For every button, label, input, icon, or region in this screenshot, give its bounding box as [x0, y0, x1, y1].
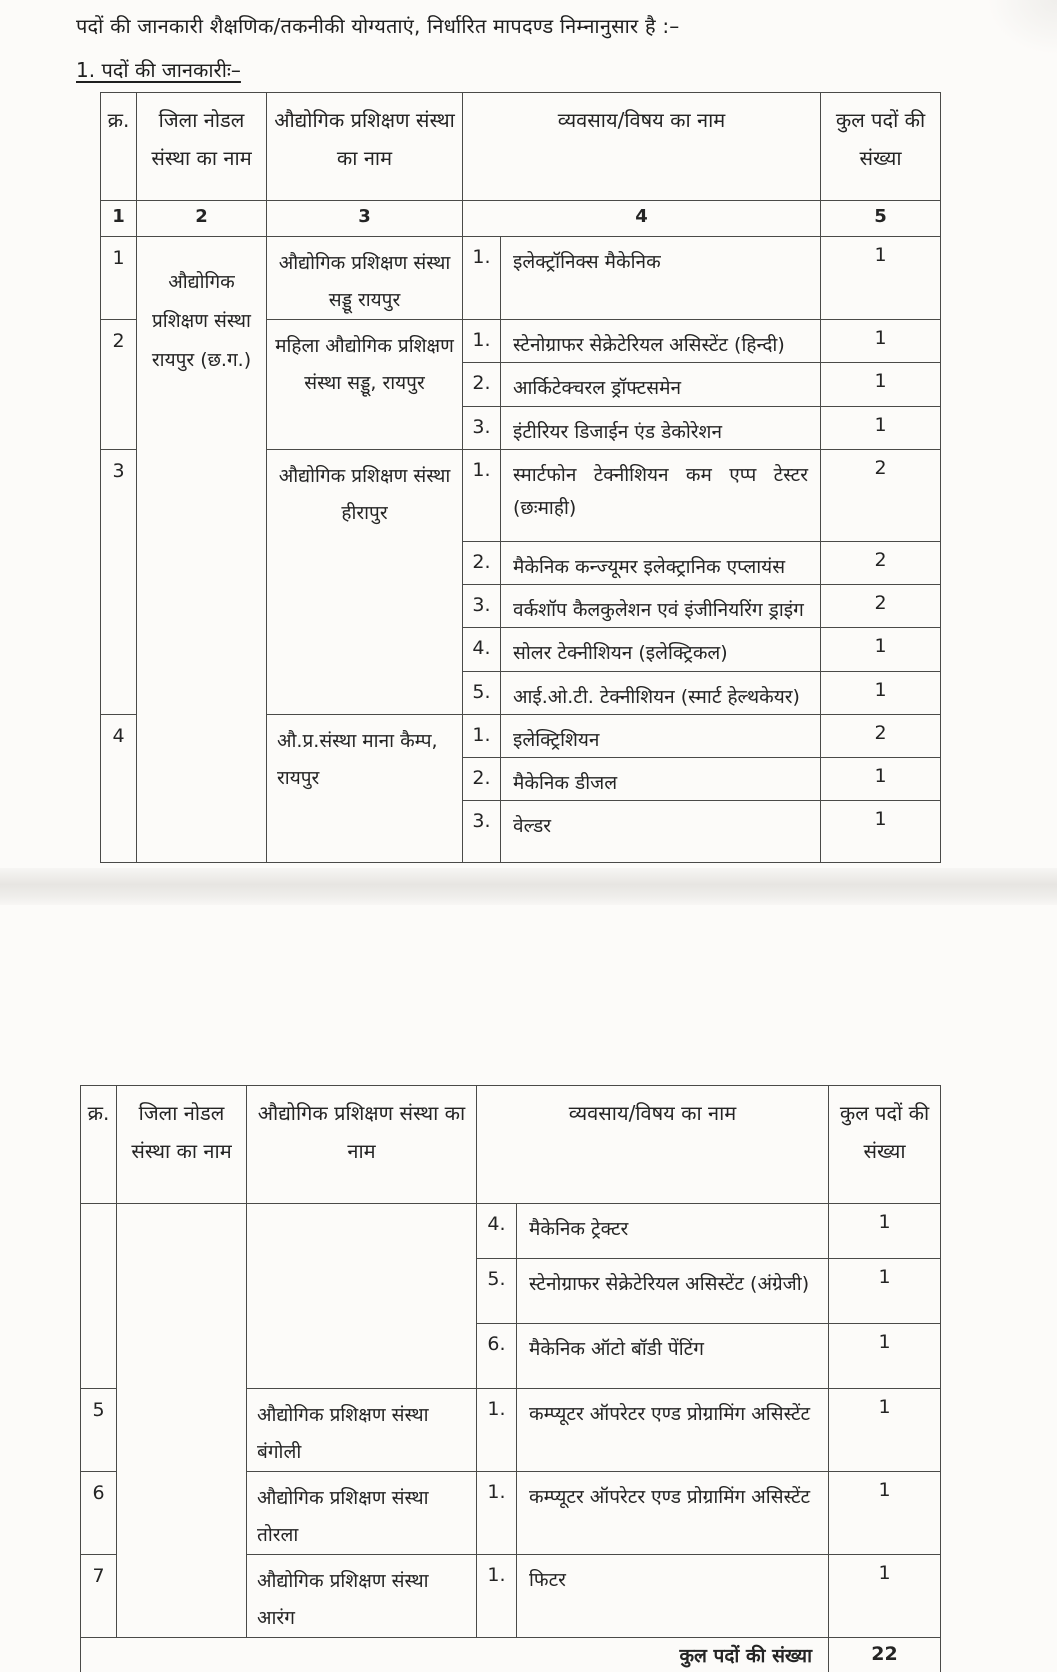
header-total: कुल पदों की संख्या — [829, 1086, 941, 1204]
post-count: 1 — [829, 1389, 941, 1472]
table2-header-row — [81, 1086, 941, 1204]
institute-cell-empty — [247, 1204, 477, 1389]
trade-number: 5. — [463, 671, 501, 714]
header-district: जिला नोडल संस्था का नाम — [117, 1086, 247, 1204]
trade-number: 1. — [463, 449, 501, 541]
district-cell: औद्योगिक प्रशिक्षण संस्था रायपुर (छ.ग.) — [137, 237, 267, 863]
post-count: 1 — [829, 1204, 941, 1259]
institute-cell: औद्योगिक प्रशिक्षण संस्था आरंग — [247, 1555, 477, 1638]
trade-name: स्टेनोग्राफर सेक्रेटेरियल असिस्टेंट (हिन्दी) — [501, 320, 821, 363]
trade-number: 1. — [463, 237, 501, 320]
post-count: 1 — [821, 363, 941, 406]
serial-cell: 7 — [81, 1555, 117, 1638]
header-institute: औद्योगिक प्रशिक्षण संस्था का नाम — [267, 93, 463, 201]
header-serial: क्र. — [81, 1086, 117, 1204]
colnum-2: 2 — [137, 201, 267, 237]
trade-row — [101, 237, 941, 320]
header-trade: व्यवसाय/विषय का नाम — [477, 1086, 829, 1204]
trade-name: आर्किटेक्चरल ड्रॉफ्टसमेन — [501, 363, 821, 406]
page-break-band — [0, 868, 1057, 905]
post-count: 1 — [821, 758, 941, 801]
trade-name: वेल्डर — [501, 801, 821, 863]
colnum-3: 3 — [267, 201, 463, 237]
trade-number: 1. — [477, 1555, 517, 1638]
trade-number: 3. — [463, 585, 501, 628]
post-count: 1 — [821, 628, 941, 671]
post-count: 1 — [829, 1324, 941, 1389]
colnum-5: 5 — [821, 201, 941, 237]
trade-number: 1. — [477, 1472, 517, 1555]
post-count: 1 — [829, 1472, 941, 1555]
trade-name: आई.ओ.टी. टेक्नीशियन (स्मार्ट हेल्थकेयर) — [501, 671, 821, 714]
trade-number: 3. — [463, 406, 501, 449]
posts-table-2 — [80, 1085, 941, 1672]
post-count: 2 — [821, 449, 941, 541]
trade-name: वर्कशॉप कैलकुलेशन एवं इंजीनियरिंग ड्राइंग — [501, 585, 821, 628]
trade-name: कम्प्यूटर ऑपरेटर एण्ड प्रोग्रामिंग असिस्टेंट — [517, 1472, 829, 1555]
total-label: कुल पदों की संख्या — [81, 1638, 829, 1672]
institute-cell: औ.प्र.संस्था माना कैम्प, रायपुर — [267, 714, 463, 863]
serial-cell: 4 — [101, 714, 137, 863]
post-count: 1 — [821, 237, 941, 320]
total-value: 22 — [829, 1638, 941, 1672]
trade-number: 4. — [463, 628, 501, 671]
header-trade: व्यवसाय/विषय का नाम — [463, 93, 821, 201]
trade-name: स्मार्टफोन टेक्नीशियन कम एप्प टेस्टर (छःमाही) — [501, 449, 821, 541]
post-count: 1 — [829, 1259, 941, 1324]
header-institute: औद्योगिक प्रशिक्षण संस्था का नाम — [247, 1086, 477, 1204]
trade-number: 2. — [463, 363, 501, 406]
trade-name: इलेक्ट्रिशियन — [501, 714, 821, 757]
table1-header-row — [101, 93, 941, 201]
trade-name: इलेक्ट्रॉनिक्स मैकेनिक — [501, 237, 821, 320]
total-row — [81, 1638, 941, 1672]
trade-number: 4. — [477, 1204, 517, 1259]
serial-cell-empty — [81, 1204, 117, 1389]
post-count: 1 — [821, 801, 941, 863]
post-count: 2 — [821, 585, 941, 628]
trade-number: 5. — [477, 1259, 517, 1324]
serial-cell: 3 — [101, 449, 137, 714]
trade-name: इंटीरियर डिजाईन एंड डेकोरेशन — [501, 406, 821, 449]
scan-smudge — [987, 0, 1057, 55]
trade-name: कम्प्यूटर ऑपरेटर एण्ड प्रोग्रामिंग असिस्टेंट — [517, 1389, 829, 1472]
post-count: 1 — [829, 1555, 941, 1638]
post-count: 2 — [821, 541, 941, 584]
institute-cell: औद्योगिक प्रशिक्षण संस्था तोरला — [247, 1472, 477, 1555]
post-count: 1 — [821, 406, 941, 449]
trade-row — [81, 1204, 941, 1259]
trade-name: सोलर टेक्नीशियन (इलेक्ट्रिकल) — [501, 628, 821, 671]
trade-number: 2. — [463, 541, 501, 584]
header-district: जिला नोडल संस्था का नाम — [137, 93, 267, 201]
post-count: 1 — [821, 320, 941, 363]
trade-name: मैकेनिक डीजल — [501, 758, 821, 801]
trade-number: 1. — [477, 1389, 517, 1472]
trade-name: स्टेनोग्राफर सेक्रेटेरियल असिस्टेंट (अंग्रेजी) — [517, 1259, 829, 1324]
institute-cell: औद्योगिक प्रशिक्षण संस्था हीरापुर — [267, 449, 463, 714]
trade-number: 1. — [463, 714, 501, 757]
institute-cell: महिला औद्योगिक प्रशिक्षण संस्था सड्डू, रायपुर — [267, 320, 463, 450]
serial-cell: 6 — [81, 1472, 117, 1555]
trade-name: मैकेनिक ट्रेक्टर — [517, 1204, 829, 1259]
header-total: कुल पदों की संख्या — [821, 93, 941, 201]
colnum-4: 4 — [463, 201, 821, 237]
trade-number: 2. — [463, 758, 501, 801]
trade-number: 1. — [463, 320, 501, 363]
section-heading: 1. पदों की जानकारीः– — [76, 58, 241, 82]
post-count: 1 — [821, 671, 941, 714]
district-cell-empty — [117, 1204, 247, 1638]
post-count: 2 — [821, 714, 941, 757]
serial-cell: 1 — [101, 237, 137, 320]
serial-cell: 2 — [101, 320, 137, 450]
colnum-1: 1 — [101, 201, 137, 237]
institute-cell: औद्योगिक प्रशिक्षण संस्था बंगोली — [247, 1389, 477, 1472]
table1-number-row — [101, 201, 941, 237]
posts-table-1 — [100, 92, 941, 863]
serial-cell: 5 — [81, 1389, 117, 1472]
trade-name: फिटर — [517, 1555, 829, 1638]
header-serial: क्र. — [101, 93, 137, 201]
intro-text: पदों की जानकारी शैक्षणिक/तकनीकी योग्यताएं, निर्धारित मापदण्ड निम्नानुसार है :– — [76, 14, 680, 38]
trade-name: मैकेनिक ऑटो बॉडी पेंटिंग — [517, 1324, 829, 1389]
trade-number: 6. — [477, 1324, 517, 1389]
trade-number: 3. — [463, 801, 501, 863]
trade-name: मैकेनिक कन्ज्यूमर इलेक्ट्रानिक एप्लायंस — [501, 541, 821, 584]
institute-cell: औद्योगिक प्रशिक्षण संस्था सड्डू रायपुर — [267, 237, 463, 320]
